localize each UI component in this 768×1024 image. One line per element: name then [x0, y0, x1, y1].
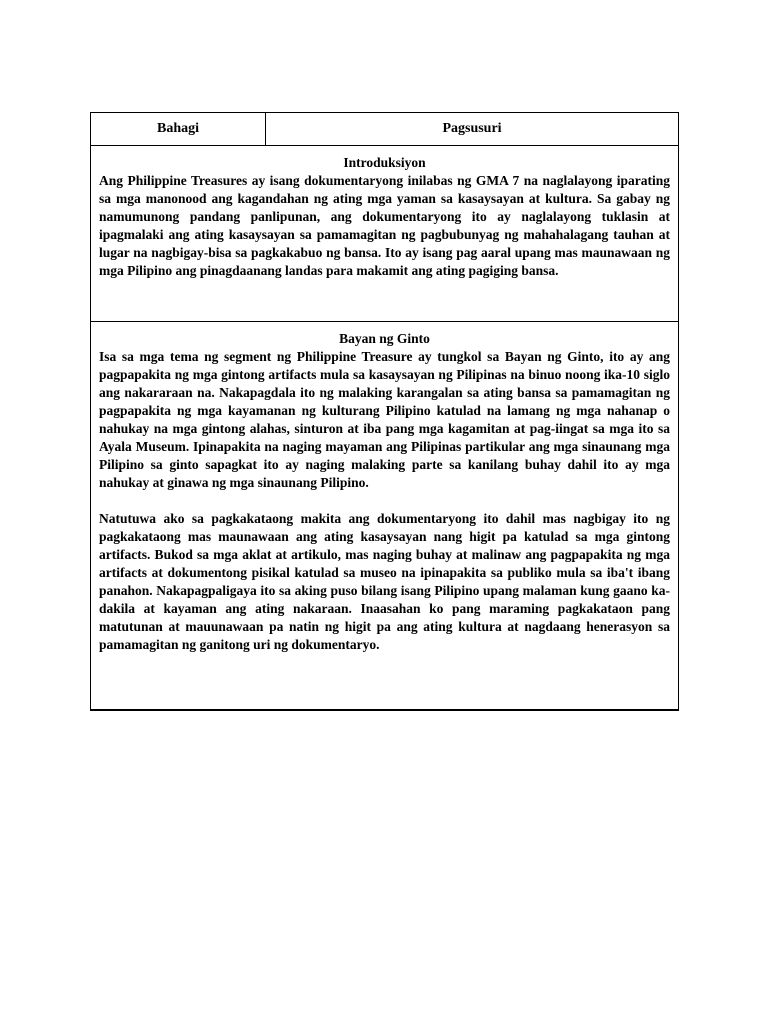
- section-paragraph: Isa sa mga tema ng segment ng Philippine Treasure ay tungkol sa Bayan ng Ginto, ito ay ang pagpapakita ng mga gintong artifacts mula sa kasaysayan ng Pilipinas na binuo noong ika-10 siglo ang nakararaan na. Nakapagdala ito ng malaking karangalan sa ating bansa sa pamamagitan ng pagpapakita ng mga kayamanan ng kulturang Pilipino katulad na lamang ng mga nahanap o nahukay na mga gintong alahas, sinturon at iba pang mga kagamitan at pag-iingat sa mga ito sa Ayala Museum. Ipinapakita na naging mayaman ang Pilipinas partikular ang mga sinaunang mga Pilipino sa ginto sapagkat ito ay naging malaking parte sa kanilang buhay dahil ito ay mga nahukay at ginawa ng mga sinaunang Pilipino.: [99, 349, 670, 490]
- section-bayan-ng-ginto: [91, 322, 678, 709]
- section-title: Introduksiyon: [343, 155, 426, 170]
- header-pagsusuri: Pagsusuri: [442, 121, 502, 136]
- section-introduksiyon: [91, 146, 678, 322]
- section-title: Bayan ng Ginto: [339, 331, 430, 346]
- section-paragraph: Natutuwa ako sa pagkakataong makita ang dokumentaryong ito dahil mas nagbigay ito ng pagkakataong mas maunawaan ang ating kasaysayan nang higit pa katulad sa mga gintong artifacts. Bukod sa mga aklat at artikulo, mas naging buhay at malinaw ang pagpapakita ng mga artifacts at dokumentong pisikal katulad sa museo na ipinapakita sa publiko mula sa iba't ibang panahon. Nakapagpaligaya ito sa aking puso bilang isang Pilipino upang malaman kung gaano ka-dakila at kayaman ang ating nakaraan. Inaasahan ko pang maraming pagkakataon pang matutunan at mauunawaan pa natin ng higit pa ang ating kultura at nagdaang henerasyon sa pamamagitan ng ganitong uri ng dokumentaryo.: [99, 511, 670, 652]
- table-header-row: [91, 113, 678, 146]
- header-bahagi: Bahagi: [91, 113, 266, 145]
- analysis-table: [90, 112, 679, 711]
- section-paragraph: Ang Philippine Treasures ay isang dokumentaryong inilabas ng GMA 7 na naglalayong iparating sa mga manonood ang kagandahan ng ating mga yaman sa kasaysayan at kultura. Sa gabay ng namumunong pandang panlipunan, ang dokumentaryong ito ay naglalayong tuklasin at ipagmalaki ang ating kasaysayan sa pamamagitan ng pagbubunyag ng mahahalagang tauhan at lugar na nagbigay-bisa sa pagkakabuo ng bansa. Ito ay isang pag aaral upang mas maunawaan ng mga Pilipino ang pinagdaanang landas para makamit ang ating pagiging bansa.: [99, 173, 670, 278]
